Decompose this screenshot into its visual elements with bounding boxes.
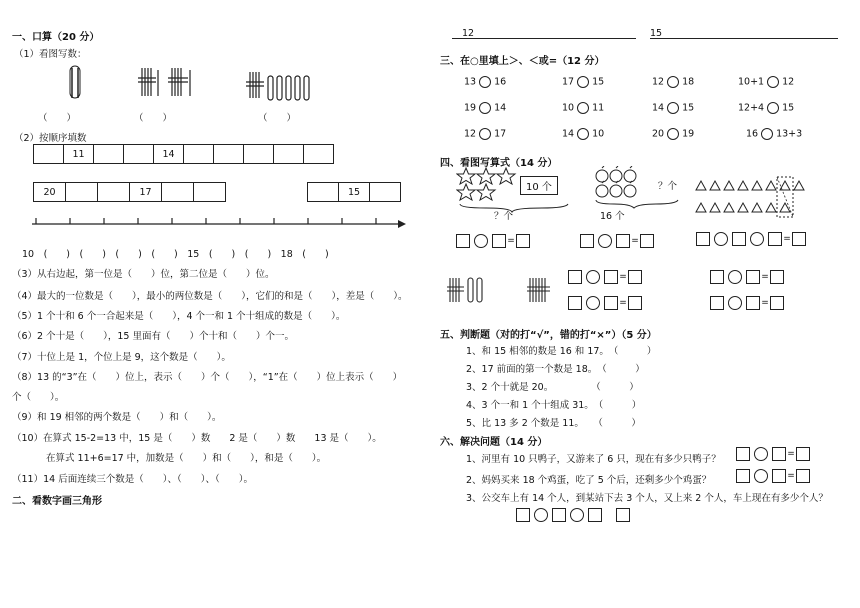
answer-box[interactable] xyxy=(552,508,566,522)
stars-total-box: 10 个 xyxy=(520,176,558,195)
q1-blank-1[interactable]: （ ） xyxy=(38,113,77,124)
seq-cell[interactable] xyxy=(303,144,334,164)
seq-cell[interactable] xyxy=(273,144,304,164)
answer-box[interactable] xyxy=(746,296,760,310)
seq-cell[interactable]: 15 xyxy=(338,182,370,202)
apples-total: 16 个 xyxy=(600,211,625,222)
operator-circle[interactable] xyxy=(754,447,768,461)
q10-line-2: 在算式 11+6=17 中，加数是（ ）和（ ），和是（ ）。 xyxy=(46,453,327,464)
seq-cell[interactable] xyxy=(161,182,194,202)
q9: （9）和 19 相邻的两个数是（ ）和（ ）。 xyxy=(12,412,222,423)
compare-circle[interactable] xyxy=(667,128,679,140)
answer-box[interactable] xyxy=(746,270,760,284)
operator-circle[interactable] xyxy=(586,296,600,310)
sticks-pictures xyxy=(446,276,566,304)
q1-title: （1）看图写数： xyxy=(14,49,87,60)
compare-circle[interactable] xyxy=(667,102,679,114)
judge-item-3: 3、2 个十就是 20。 （ ） xyxy=(466,382,639,393)
abacus-icon-2 xyxy=(138,68,190,96)
judge-item-5: 5、比 13 多 2 个数是 11。 （ ） xyxy=(466,418,641,429)
section-6-title: 六、解决问题（14 分） xyxy=(440,437,548,448)
answer-box[interactable] xyxy=(736,469,750,483)
compare-item: 14 10 xyxy=(562,128,605,140)
apple-icon xyxy=(596,166,636,197)
section-4-title: 四、看图写算式（14 分） xyxy=(440,158,558,169)
compare-circle[interactable] xyxy=(479,128,491,140)
sequence-row-2a xyxy=(34,182,226,202)
operator-circle[interactable] xyxy=(754,469,768,483)
equation-sticks-3: = xyxy=(568,296,642,310)
answer-box[interactable] xyxy=(768,232,782,246)
answer-box[interactable] xyxy=(770,296,784,310)
star-icon xyxy=(457,168,515,200)
operator-circle[interactable] xyxy=(570,508,584,522)
answer-box[interactable] xyxy=(516,508,530,522)
equation-sticks-1: = xyxy=(568,270,642,284)
q3: （3）从右边起，第一位是（ ）位，第二位是（ ）位。 xyxy=(12,269,275,280)
answer-box[interactable] xyxy=(456,234,470,248)
compare-item: 10+1 12 xyxy=(738,76,795,88)
operator-circle[interactable] xyxy=(534,508,548,522)
seq-cell[interactable] xyxy=(93,144,124,164)
q1-blank-3[interactable]: （ ） xyxy=(258,113,297,124)
top-line-2 xyxy=(650,38,838,39)
answer-box[interactable] xyxy=(710,270,724,284)
q8-line-1: （8）13 的“3”在（ ）位上，表示（ ）个（ ），“1”在（ ）位上表示（ ） xyxy=(12,372,403,383)
seq-cell[interactable] xyxy=(243,144,274,164)
answer-box[interactable] xyxy=(492,234,506,248)
answer-box[interactable] xyxy=(796,469,810,483)
seq-cell[interactable]: 14 xyxy=(153,144,184,164)
section-2-title: 二、看数字画三角形 xyxy=(12,496,102,507)
q8-line-2: 个（ ）。 xyxy=(12,392,65,403)
compare-item: 14 15 xyxy=(652,102,695,114)
operator-circle[interactable] xyxy=(474,234,488,248)
equation-sticks-2: = xyxy=(710,270,784,284)
equation-apples: = xyxy=(580,234,654,248)
seq-cell[interactable] xyxy=(33,144,64,164)
operator-circle[interactable] xyxy=(750,232,764,246)
problem-1: 1、河里有 10 只鸭子，又游来了 6 只，现在有多少只鸭子？ xyxy=(466,454,721,465)
operator-circle[interactable] xyxy=(728,270,742,284)
compare-item: 19 14 xyxy=(464,102,507,114)
compare-circle[interactable] xyxy=(577,102,589,114)
answer-box[interactable] xyxy=(628,270,642,284)
answer-box[interactable] xyxy=(710,296,724,310)
problem-3-equation xyxy=(516,508,630,522)
number-line xyxy=(30,214,410,234)
seq-cell[interactable] xyxy=(213,144,244,164)
seq-cell[interactable]: 20 xyxy=(33,182,66,202)
problem-2-equation: = xyxy=(736,469,810,483)
compare-circle[interactable] xyxy=(577,128,589,140)
section-3-title: 三、在○里填上＞、＜或=（12 分） xyxy=(440,56,605,67)
answer-box[interactable] xyxy=(616,234,630,248)
seq-cell[interactable] xyxy=(369,182,401,202)
equation-sticks-4: = xyxy=(710,296,784,310)
answer-box[interactable] xyxy=(770,270,784,284)
q6: （6）2 个十是（ ），15 里面有（ ）个十和（ ）个一。 xyxy=(12,331,294,342)
number-line-labels: 10 ( ) ( ) ( ) ( ) 15 ( ) ( ) 18 ( ) xyxy=(22,249,329,260)
compare-circle[interactable] xyxy=(767,76,779,88)
apples-question: ？个 xyxy=(658,181,678,192)
compare-item: 13 16 xyxy=(464,76,507,88)
judge-item-4: 4、3 个一和 1 个十组成 31。 （ ） xyxy=(466,400,642,411)
top-line-1 xyxy=(452,38,636,39)
compare-circle[interactable] xyxy=(761,128,773,140)
answer-box[interactable] xyxy=(568,270,582,284)
answer-box[interactable] xyxy=(640,234,654,248)
q1-blank-2[interactable]: （ ） xyxy=(134,113,173,124)
compare-item: 12 17 xyxy=(464,128,507,140)
operator-circle[interactable] xyxy=(728,296,742,310)
problem-1-equation: = xyxy=(736,447,810,461)
seq-cell[interactable]: 11 xyxy=(63,144,94,164)
seq-cell[interactable] xyxy=(307,182,339,202)
problem-3: 3、公交车上有 14 个人，到某站下去 3 个人，又上来 2 个人，车上现在有多少个人？ xyxy=(466,493,828,504)
q2-title: （2）按顺序填数 xyxy=(14,133,87,144)
compare-circle[interactable] xyxy=(767,102,779,114)
answer-box[interactable] xyxy=(796,447,810,461)
answer-box[interactable] xyxy=(628,296,642,310)
compare-circle[interactable] xyxy=(479,102,491,114)
compare-item: 20 19 xyxy=(652,128,695,140)
answer-box[interactable] xyxy=(568,296,582,310)
seq-cell[interactable]: 17 xyxy=(129,182,162,202)
answer-box[interactable] xyxy=(736,447,750,461)
compare-circle[interactable] xyxy=(577,76,589,88)
answer-box[interactable] xyxy=(732,232,746,246)
operator-circle[interactable] xyxy=(598,234,612,248)
q10-line-1: （10）在算式 15-2=13 中，15 是（ ）数 2 是（ ）数 13 是（ ）。 xyxy=(12,433,382,444)
compare-item: 12 18 xyxy=(652,76,695,88)
section-5-title: 五、判断题（对的打“√”，错的打“×”）（5 分） xyxy=(440,330,657,341)
compare-item: 17 15 xyxy=(562,76,605,88)
section-1-title: 一、口算（20 分） xyxy=(12,32,100,43)
answer-box[interactable] xyxy=(604,270,618,284)
compare-item: 10 11 xyxy=(562,102,605,114)
seq-cell[interactable] xyxy=(183,144,214,164)
abacus-pictures xyxy=(58,64,318,104)
compare-item: 16 13+3 xyxy=(746,128,803,140)
compare-item: 12+4 15 xyxy=(738,102,795,114)
sequence-row-1 xyxy=(34,144,334,164)
problem-2: 2、妈妈买来 18 个鸡蛋，吃了 5 个后，还剩多少个鸡蛋？ xyxy=(466,475,712,486)
operator-circle[interactable] xyxy=(586,270,600,284)
top-number-15: 15 xyxy=(650,28,663,39)
q11: （11）14 后面连续三个数是（ ）、（ ）、（ ）。 xyxy=(12,474,253,485)
q4: （4）最大的一位数是（ ），最小的两位数是（ ），它们的和是（ ），差是（ ）。 xyxy=(12,291,408,302)
seq-cell[interactable] xyxy=(65,182,98,202)
answer-box[interactable] xyxy=(772,469,786,483)
seq-cell[interactable] xyxy=(123,144,154,164)
sequence-row-2b xyxy=(308,182,401,202)
answer-box[interactable] xyxy=(772,447,786,461)
answer-box[interactable] xyxy=(792,232,806,246)
compare-circle[interactable] xyxy=(667,76,679,88)
top-number-12: 12 xyxy=(462,28,475,39)
q5: （5）1 个十和 6 个一合起来是（ ），4 个一和 1 个十组成的数是（ ）。 xyxy=(12,311,346,322)
judge-item-2: 2、17 前面的第一个数是 18。 （ ） xyxy=(466,364,645,375)
seq-cell[interactable] xyxy=(193,182,226,202)
equation-triangles: = xyxy=(696,232,806,246)
answer-box[interactable] xyxy=(604,296,618,310)
operator-circle[interactable] xyxy=(714,232,728,246)
triangle-icon xyxy=(696,181,804,212)
equation-stars: = xyxy=(456,234,530,248)
answer-box[interactable] xyxy=(580,234,594,248)
answer-box[interactable] xyxy=(696,232,710,246)
answer-box[interactable] xyxy=(516,234,530,248)
answer-box[interactable] xyxy=(616,508,630,522)
compare-circle[interactable] xyxy=(479,76,491,88)
stars-question: ？个 xyxy=(494,211,514,222)
triangles-picture xyxy=(694,176,806,220)
q7: （7）十位上是 1，个位上是 9，这个数是（ ）。 xyxy=(12,352,231,363)
seq-cell[interactable] xyxy=(97,182,130,202)
judge-item-1: 1、和 15 相邻的数是 16 和 17。 （ ） xyxy=(466,346,657,357)
abacus-icon-1 xyxy=(70,66,80,98)
answer-box[interactable] xyxy=(588,508,602,522)
abacus-icon-3 xyxy=(246,72,309,100)
